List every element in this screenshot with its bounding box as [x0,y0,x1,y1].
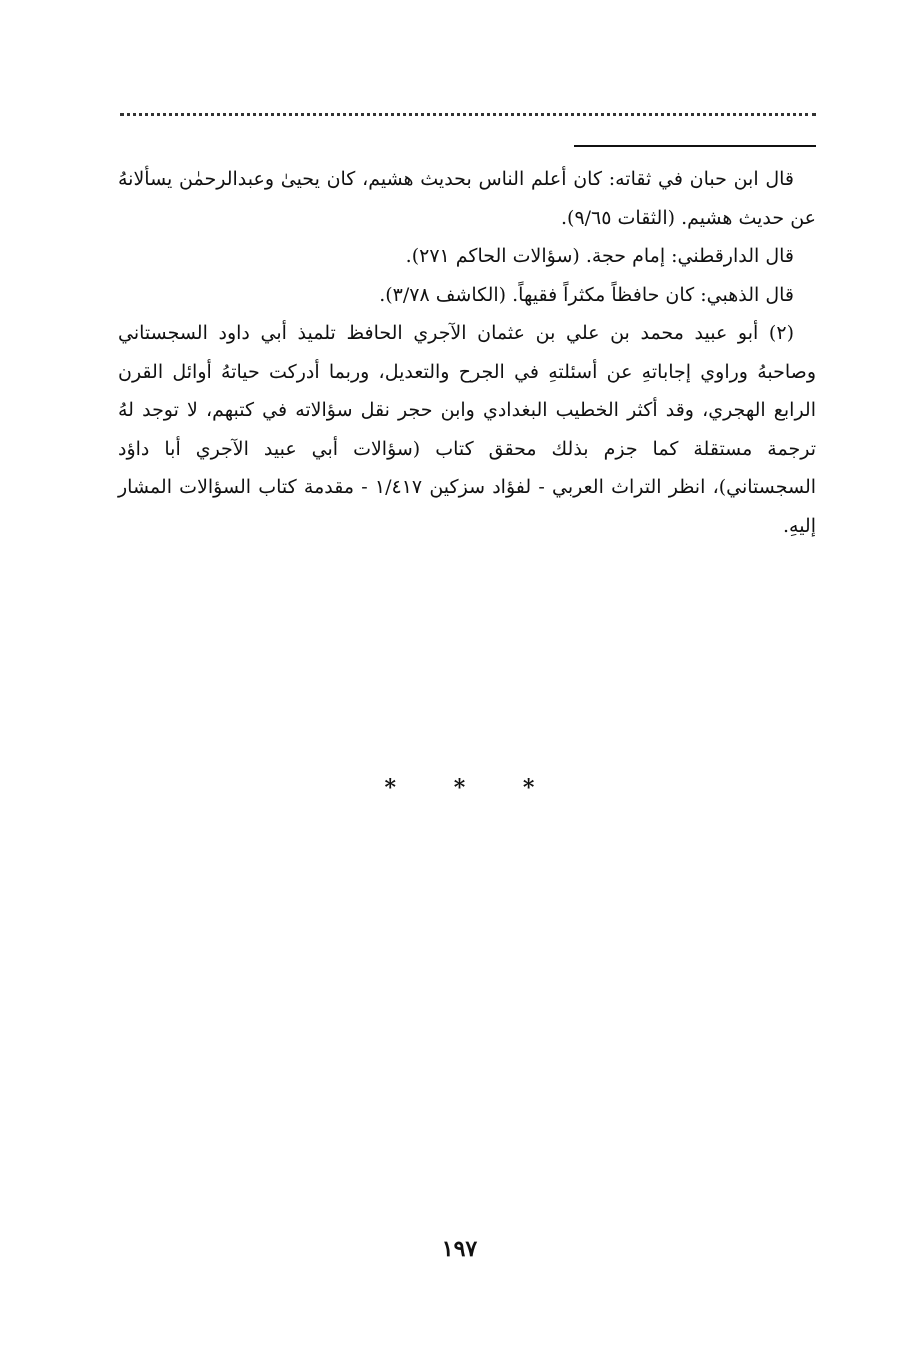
footnote-ibn-hibban: قال ابن حبان في ثقاته: كان أعلم الناس بحديث هشيم، كان يحيىٰ وعبدالرحمٰن يسألانهُ عن حديث هشيم. (الثقات ٩/٦٥). [118,168,816,229]
footnote-separator-rule [574,145,816,147]
header-dotted-rule [120,113,816,116]
footnote-daraqutni: قال الدارقطني: إمام حجة. (سؤالات الحاكم ٢٧١). [405,245,794,267]
asterisk-2: * [453,775,466,801]
footnotes-block [118,160,816,545]
footnote-2-ajurri: (٢) أبو عبيد محمد بن علي بن عثمان الآجري الحافظ تلميذ أبي داود السجستاني وصاحبهُ وراوي إجاباتهِ عن أسئلتهِ في الجرح والتعديل، وربما أدركت حياتهُ أوائل القرن الرابع الهجري، وقد أكثر الخطيب البغدادي وابن حجر نقل سؤالاته في كتبهم، لا توجد لهُ ترجمة مستقلة كما جزم بذلك محقق كتاب (سؤالات أبي عبيد الآجري أبا داؤد السجستاني)، انظر التراث العربي - لفؤاد سزكين ١/٤١٧ - مقدمة كتاب السؤالات المشار إليهِ. [118,322,817,537]
asterisk-1: * [522,775,535,801]
section-separator [0,775,919,801]
asterisk-3: * [384,775,397,801]
page-number: ١٩٧ [441,1236,478,1262]
footnote-dhahabi: قال الذهبي: كان حافظاً مكثراً فقيهاً. (الكاشف ٣/٧٨). [379,283,794,306]
